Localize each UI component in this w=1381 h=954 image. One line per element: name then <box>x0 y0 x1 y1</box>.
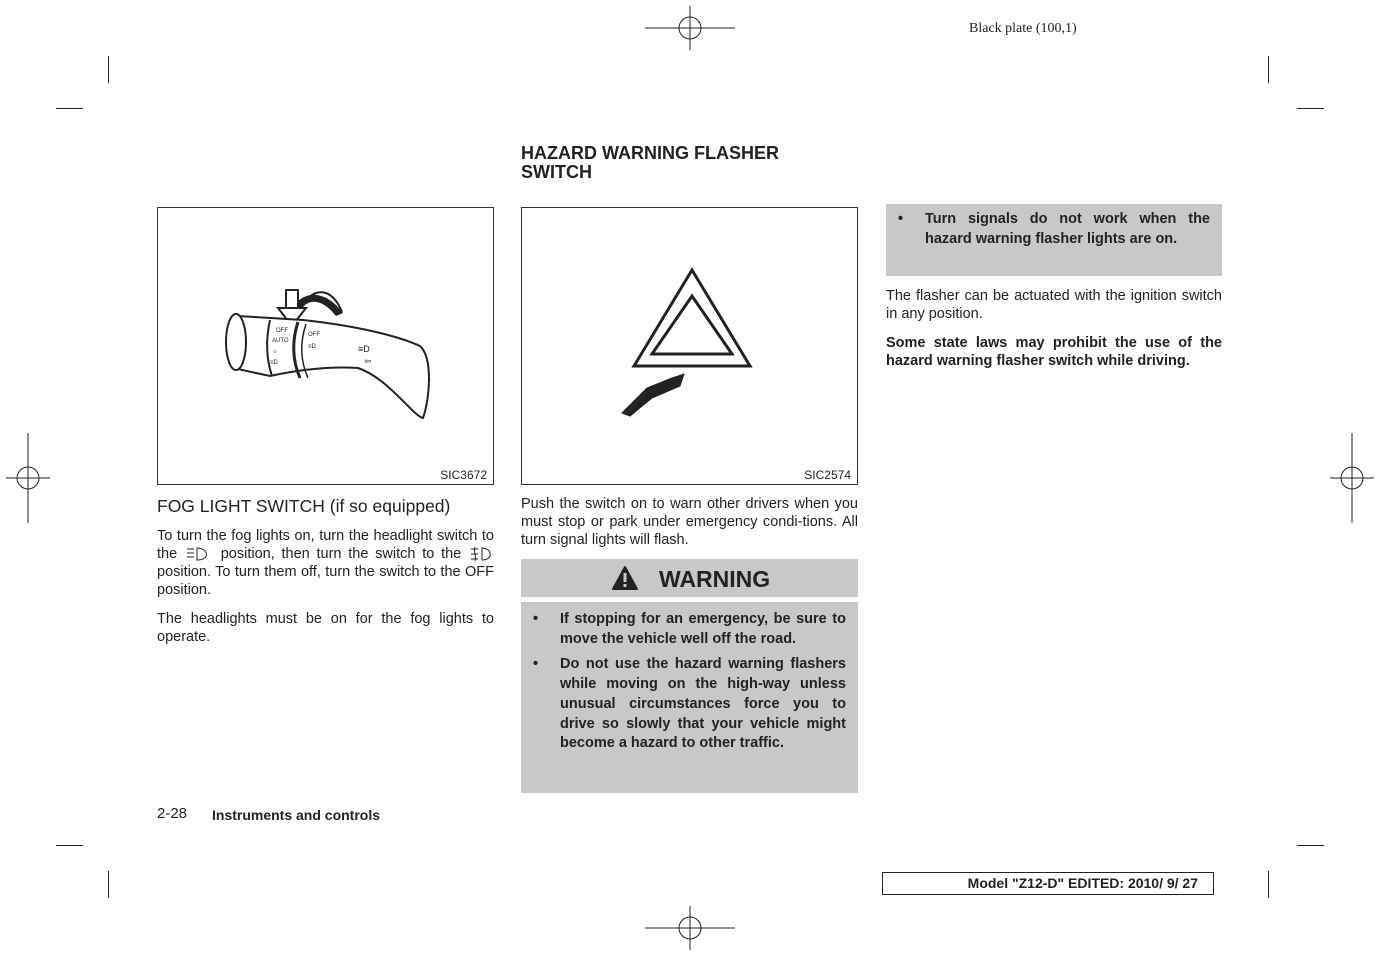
figure-code: SIC2574 <box>804 468 851 482</box>
note-list <box>886 204 1222 249</box>
footer-section-name: Instruments and controls <box>212 807 381 823</box>
right-paragraph-1: The flasher can be actuated with the ignition switch in any position. <box>886 288 1222 322</box>
right-paragraph-2: Some state laws may prohibit the use of the hazard warning flasher switch while driving. <box>886 335 1222 369</box>
section-title <box>521 144 841 182</box>
headlight-stalk-illustration <box>158 208 493 484</box>
svg-text:⇦: ⇦ <box>364 356 372 366</box>
page-number: 2-28 <box>157 805 188 822</box>
registration-mark-bottom <box>645 906 735 950</box>
hazard-paragraph: Push the switch on to warn other drivers when you must stop or park under emergency condi-tions. All turn signal lights will flash. <box>521 496 858 548</box>
label-off-1: OFF <box>276 328 288 334</box>
warning-body <box>521 602 858 793</box>
headlight-icon <box>184 546 214 562</box>
registration-mark-right <box>1330 433 1374 523</box>
model-edited-box: Model "Z12-D" EDITED: 2010/ 9/ 27 <box>882 872 1214 895</box>
warning-list <box>521 602 858 754</box>
warning-triangle-icon <box>611 565 639 591</box>
section-title-line2: SWITCH <box>521 162 592 182</box>
right-column-body <box>886 287 1222 381</box>
label-off-2: OFF <box>308 332 320 338</box>
figure-fog-switch <box>157 207 494 485</box>
fog-section-body <box>157 527 494 657</box>
svg-text:≡D: ≡D <box>270 360 278 366</box>
svg-text:≡D: ≡D <box>308 344 316 350</box>
label-auto: AUTO <box>272 338 289 344</box>
registration-mark-top <box>645 6 735 50</box>
hazard-button-illustration <box>522 208 857 484</box>
warning-item: • Do not use the hazard warning flashers while moving on the high-way unless unusual circumstances force you to drive so slowly that your vehicle might become a hazard to other traffic. <box>533 656 846 752</box>
fog-light-icon <box>468 546 494 562</box>
svg-text:≡D: ≡D <box>358 344 370 354</box>
fog-section-title: FOG LIGHT SWITCH (if so equipped) <box>157 496 451 516</box>
fog-paragraph-1: To turn the fog lights on, turn the headlight switch to the position, then turn the switch to the position. To turn them off, turn the switch to the OFF position. <box>157 528 494 598</box>
plate-label: Black plate (100,1) <box>969 21 1077 36</box>
warning-header <box>521 559 858 597</box>
note-box <box>886 204 1222 276</box>
note-item: • Turn signals do not work when the hazard warning flasher lights are on. <box>898 211 1210 247</box>
figure-hazard-switch <box>521 207 858 485</box>
section-title-line1: HAZARD WARNING FLASHER <box>521 143 779 163</box>
figure-code: SIC3672 <box>440 468 487 482</box>
registration-mark-left <box>6 433 50 523</box>
warning-item: • If stopping for an emergency, be sure to move the vehicle well off the road. <box>533 611 846 647</box>
warning-title: WARNING <box>659 566 771 592</box>
svg-text:☼: ☼ <box>272 349 278 355</box>
fog-paragraph-2: The headlights must be on for the fog lights to operate. <box>157 611 494 645</box>
